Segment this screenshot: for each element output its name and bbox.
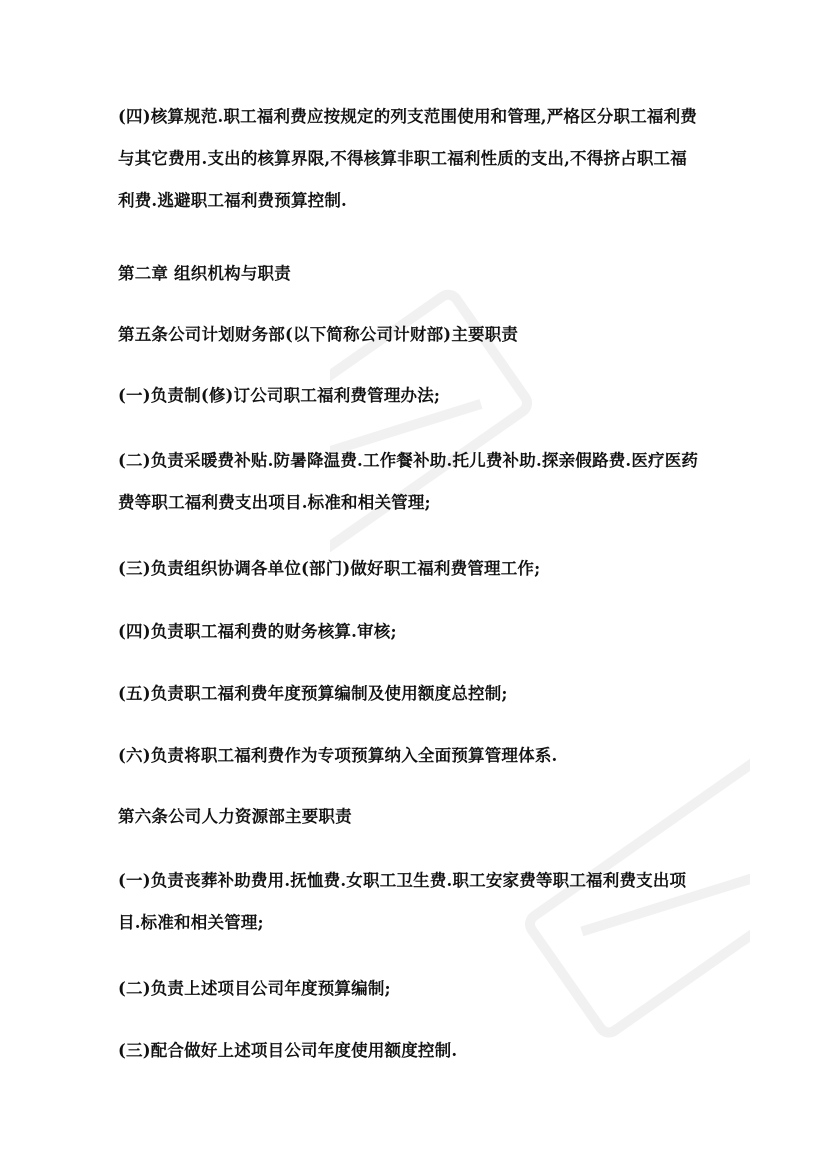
text-line: (五)负责职工福利费年度预算编制及使用额度总控制; (118, 684, 508, 703)
text-line: (三)负责组织协调各单位(部门)做好职工福利费管理工作; (118, 559, 541, 578)
list-item (118, 375, 718, 417)
list-item (118, 440, 718, 524)
list-item (118, 673, 718, 715)
list-item (118, 735, 718, 777)
text-line: 目.标准和相关管理; (118, 913, 264, 932)
text-line: (二)负责采暖费补贴.防暑降温费.工作餐补助.托儿费补助.探亲假路费.医疗医药 (118, 451, 699, 470)
list-item (118, 548, 718, 590)
article-title: 第五条公司计划财务部(以下简称公司计财部)主要职责 (118, 325, 519, 344)
text-line: (六)负责将职工福利费作为专项预算纳入全面预算管理体系. (118, 746, 558, 765)
chapter-title: 第二章 组织机构与职责 (118, 264, 291, 283)
text-line: (四)负责职工福利费的财务核算.审核; (118, 622, 397, 641)
paragraph-accounting-norms (118, 96, 718, 222)
text-line: 与其它费用.支出的核算界限,不得核算非职工福利性质的支出,不得挤占职工福 (118, 149, 687, 168)
chapter-heading (118, 253, 718, 295)
list-item (118, 611, 718, 653)
text-line: (一)负责制(修)订公司职工福利费管理办法; (118, 386, 441, 405)
text-line: (四)核算规范.职工福利费应按规定的列支范围使用和管理,严格区分职工福利费 (118, 107, 698, 126)
text-line: (一)负责丧葬补助费用.抚恤费.女职工卫生费.职工安家费等职工福利费支出项 (118, 871, 687, 890)
list-item (118, 1030, 718, 1072)
list-item (118, 968, 718, 1010)
article-five-heading (118, 314, 718, 356)
text-line: 费等职工福利费支出项目.标准和相关管理; (118, 493, 431, 512)
text-line: 利费.逃避职工福利费预算控制. (118, 191, 347, 210)
list-item (118, 860, 718, 944)
text-line: (三)配合做好上述项目公司年度使用额度控制. (118, 1041, 458, 1060)
article-title: 第六条公司人力资源部主要职责 (118, 807, 352, 826)
article-six-heading (118, 796, 718, 838)
text-line: (二)负责上述项目公司年度预算编制; (118, 979, 391, 998)
